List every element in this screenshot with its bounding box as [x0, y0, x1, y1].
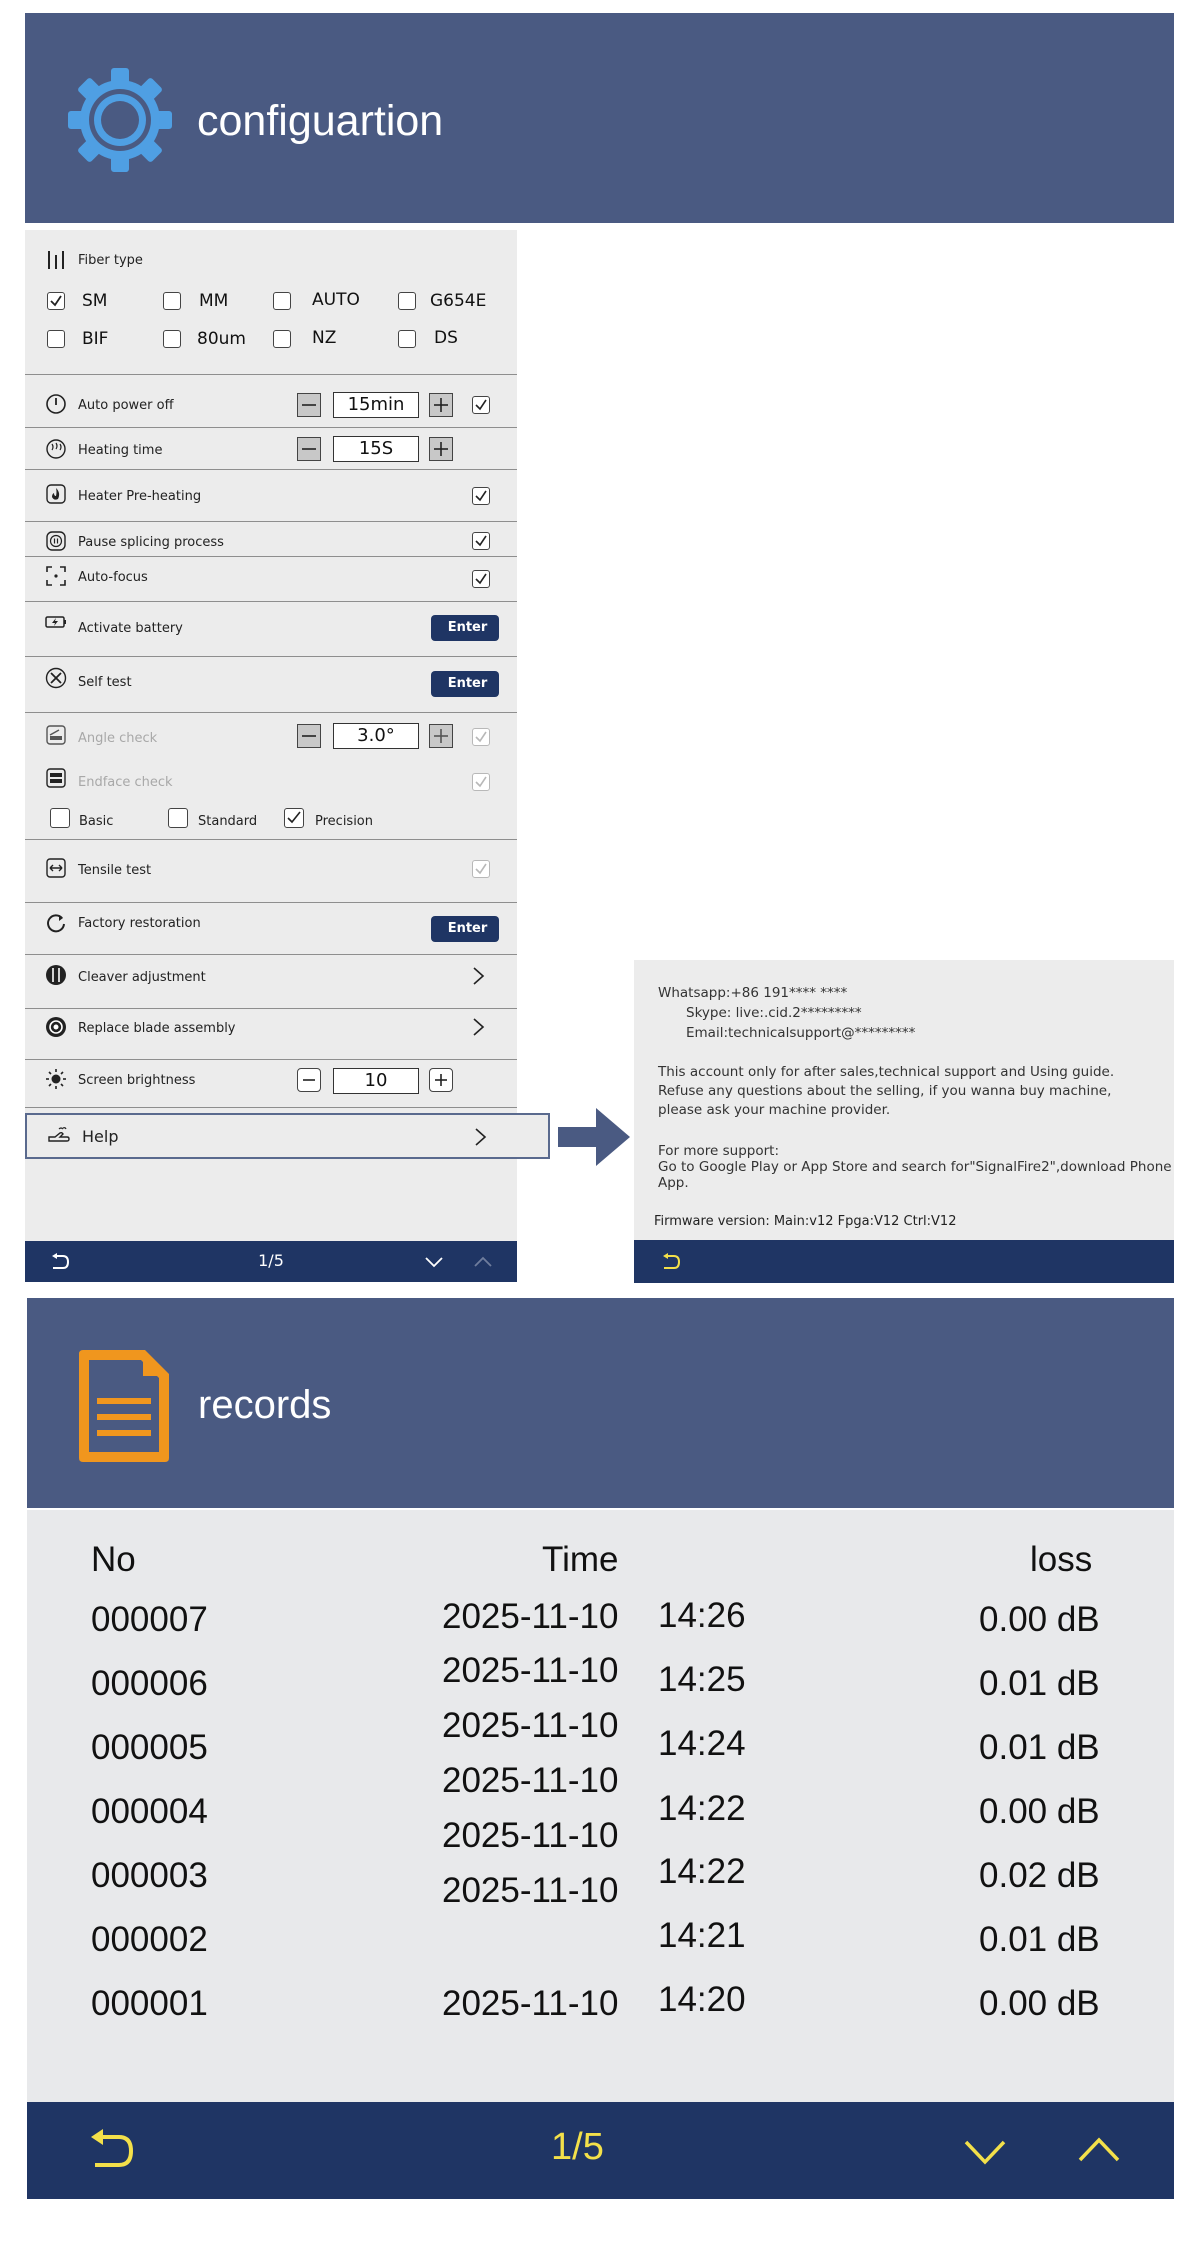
checkbox-auto[interactable] — [273, 292, 291, 310]
increase-button[interactable] — [429, 393, 453, 417]
firmware-version: Firmware version: Main:v12 Fpga:V12 Ctrl:V12 — [654, 1214, 957, 1229]
battery-icon — [45, 611, 67, 633]
divider — [25, 374, 517, 375]
record-loss: 0.02 dB — [979, 1856, 1100, 1895]
fiber-icon — [45, 249, 67, 271]
tensile-icon — [45, 857, 67, 879]
divider — [25, 1107, 517, 1108]
divider — [25, 839, 517, 840]
focus-icon — [45, 565, 67, 587]
page-title: configuartion — [197, 97, 444, 145]
checkbox-sm[interactable] — [47, 292, 65, 310]
activate-battery-enter-button[interactable]: Enter — [431, 615, 499, 641]
record-date: 2025-11-10 — [442, 1871, 619, 1910]
record-no: 000001 — [91, 1984, 208, 2023]
fiber-option-label: SM — [82, 291, 108, 311]
angle-check-value: 3.0° — [333, 723, 419, 749]
checkbox-nz[interactable] — [273, 330, 291, 348]
divider — [25, 521, 517, 522]
help-panel — [634, 960, 1174, 1283]
record-loss: 0.00 dB — [979, 1600, 1100, 1639]
checkbox-precision[interactable] — [284, 808, 304, 828]
record-time: 14:25 — [658, 1660, 746, 1699]
decrease-button[interactable] — [297, 393, 321, 417]
back-arrow-icon[interactable] — [87, 2129, 135, 2171]
heater-icon — [45, 438, 67, 460]
record-loss: 0.01 dB — [979, 1664, 1100, 1703]
divider — [25, 1008, 517, 1009]
config-header — [25, 13, 1174, 223]
record-time: 14:22 — [658, 1852, 746, 1891]
pause-splicing-label: Pause splicing process — [78, 535, 224, 550]
fiber-option-label: G654E — [430, 291, 487, 311]
fiber-option-label: NZ — [312, 328, 337, 348]
back-arrow-icon[interactable] — [660, 1253, 682, 1271]
endface-check-label: Endface check — [78, 775, 173, 790]
decrease-button[interactable] — [297, 1068, 321, 1092]
record-date: 2025-11-10 — [442, 1984, 619, 2023]
chevron-right-icon[interactable] — [473, 1127, 489, 1147]
record-no: 000003 — [91, 1856, 208, 1895]
page-indicator: 1/5 — [258, 1251, 284, 1270]
record-loss: 0.00 dB — [979, 1984, 1100, 2023]
document-icon — [75, 1346, 173, 1464]
hand-icon — [47, 1125, 71, 1147]
divider — [25, 427, 517, 428]
divider — [25, 712, 517, 713]
gear-icon — [65, 65, 175, 175]
record-no: 000006 — [91, 1664, 208, 1703]
cleaver-adjustment-label: Cleaver adjustment — [78, 970, 206, 985]
increase-button[interactable] — [429, 1068, 453, 1092]
column-header-loss: loss — [1030, 1540, 1093, 1579]
divider — [25, 469, 517, 470]
record-time: 14:21 — [658, 1916, 746, 1955]
endface-mode-label: Precision — [315, 814, 374, 829]
record-date: 2025-11-10 — [442, 1651, 619, 1690]
checkbox-standard[interactable] — [168, 808, 188, 828]
chevron-right-icon[interactable] — [471, 966, 487, 986]
fiber-option-label: AUTO — [312, 290, 360, 310]
checkbox-ds[interactable] — [398, 330, 416, 348]
power-icon — [45, 393, 67, 415]
tensile-test-label: Tensile test — [78, 863, 152, 878]
divider — [25, 954, 517, 955]
record-no: 000005 — [91, 1728, 208, 1767]
auto-focus-label: Auto-focus — [78, 570, 148, 585]
divider — [25, 902, 517, 903]
record-no: 000002 — [91, 1920, 208, 1959]
help-label: Help — [82, 1127, 119, 1146]
checkbox-bif[interactable] — [47, 330, 65, 348]
chevron-down-icon[interactable] — [424, 1255, 444, 1269]
decrease-button[interactable] — [297, 724, 321, 748]
endface-mode-label: Standard — [198, 814, 258, 829]
notice-line: This account only for after sales,technical support and Using guide. — [658, 1064, 1115, 1080]
checkbox-angle-check[interactable] — [472, 728, 490, 746]
notice-line: please ask your machine provider. — [658, 1102, 891, 1118]
restore-icon — [45, 912, 67, 934]
flame-icon — [45, 483, 67, 505]
config-footer — [25, 1241, 517, 1282]
checkbox-mm[interactable] — [163, 292, 181, 310]
record-date: 2025-11-10 — [442, 1816, 619, 1855]
column-header-no: No — [91, 1540, 136, 1579]
divider — [25, 1059, 517, 1060]
chevron-right-icon[interactable] — [471, 1017, 487, 1037]
angle-check-label: Angle check — [78, 731, 158, 746]
checkbox-80um[interactable] — [163, 330, 181, 348]
screen-brightness-value: 10 — [333, 1068, 419, 1094]
endface-mode-label: Basic — [79, 814, 114, 829]
heater-preheating-label: Heater Pre-heating — [78, 489, 202, 504]
tools-icon — [45, 667, 67, 689]
help-footer — [634, 1240, 1174, 1283]
auto-power-off-value: 15min — [333, 392, 419, 418]
endface-icon — [45, 767, 67, 789]
fiber-option-label: BIF — [82, 329, 109, 349]
divider — [25, 601, 517, 602]
increase-button[interactable] — [429, 437, 453, 461]
more-support-line: For more support: — [658, 1143, 780, 1159]
heating-time-value: 15S — [333, 436, 419, 462]
record-date: 2025-11-10 — [442, 1597, 619, 1636]
cleaver-icon — [45, 964, 67, 986]
record-date: 2025-11-10 — [442, 1706, 619, 1745]
pause-icon — [45, 530, 67, 552]
record-no: 000004 — [91, 1792, 208, 1831]
chevron-up-icon[interactable] — [1077, 2136, 1121, 2164]
skype-text: Skype: live:.cid.2********* — [686, 1005, 862, 1021]
checkbox-tensile-test[interactable] — [472, 860, 490, 878]
checkbox-auto-focus[interactable] — [472, 570, 490, 588]
record-time: 14:22 — [658, 1789, 746, 1828]
page-indicator: 1/5 — [551, 2126, 604, 2168]
record-loss: 0.01 dB — [979, 1920, 1100, 1959]
record-loss: 0.00 dB — [979, 1792, 1100, 1831]
chevron-up-icon[interactable] — [473, 1255, 493, 1269]
angle-icon — [45, 724, 67, 746]
config-panel — [25, 230, 517, 1282]
fiber-option-label: MM — [199, 291, 229, 311]
factory-restoration-enter-button[interactable]: Enter — [431, 916, 499, 942]
factory-restoration-label: Factory restoration — [78, 916, 201, 931]
records-header — [27, 1298, 1174, 1508]
divider — [25, 556, 517, 557]
record-loss: 0.01 dB — [979, 1728, 1100, 1767]
self-test-enter-button[interactable]: Enter — [431, 671, 499, 697]
record-date: 2025-11-10 — [442, 1761, 619, 1800]
fiber-option-label: DS — [434, 328, 458, 348]
chevron-down-icon[interactable] — [963, 2138, 1007, 2166]
self-test-label: Self test — [78, 675, 132, 690]
more-support-line: App. — [658, 1175, 689, 1191]
column-header-time: Time — [542, 1540, 619, 1579]
notice-line: Refuse any questions about the selling, if you wanna buy machine, — [658, 1083, 1112, 1099]
help-row[interactable] — [25, 1113, 550, 1159]
checkbox-auto-power-off[interactable] — [472, 396, 490, 414]
record-time: 14:24 — [658, 1724, 746, 1763]
checkbox-endface-check[interactable] — [472, 773, 490, 791]
auto-power-off-label: Auto power off — [78, 398, 174, 413]
arrow-right-icon — [558, 1108, 630, 1166]
checkbox-pause-splicing[interactable] — [472, 532, 490, 550]
page-title: records — [198, 1383, 332, 1427]
checkbox-basic[interactable] — [50, 808, 70, 828]
activate-battery-label: Activate battery — [78, 621, 183, 636]
email-text: Email:technicalsupport@********* — [686, 1025, 916, 1041]
checkbox-g654e[interactable] — [398, 292, 416, 310]
increase-button[interactable] — [429, 724, 453, 748]
blade-icon — [45, 1016, 67, 1038]
fiber-type-label: Fiber type — [78, 253, 143, 268]
whatsapp-text: Whatsapp:+86 191**** **** — [658, 985, 848, 1001]
records-table — [27, 1510, 1174, 2102]
divider — [25, 656, 517, 657]
brightness-icon — [45, 1068, 67, 1090]
fiber-option-label: 80um — [197, 329, 246, 349]
record-time: 14:26 — [658, 1596, 746, 1635]
record-time: 14:20 — [658, 1980, 746, 2019]
more-support-line: Go to Google Play or App Store and search for"SignalFire2",download Phone — [658, 1159, 1172, 1175]
decrease-button[interactable] — [297, 437, 321, 461]
checkbox-heater-preheating[interactable] — [472, 487, 490, 505]
heating-time-label: Heating time — [78, 443, 163, 458]
screen-brightness-label: Screen brightness — [78, 1073, 196, 1088]
replace-blade-label: Replace blade assembly — [78, 1021, 236, 1036]
records-footer — [27, 2102, 1174, 2199]
record-no: 000007 — [91, 1600, 208, 1639]
